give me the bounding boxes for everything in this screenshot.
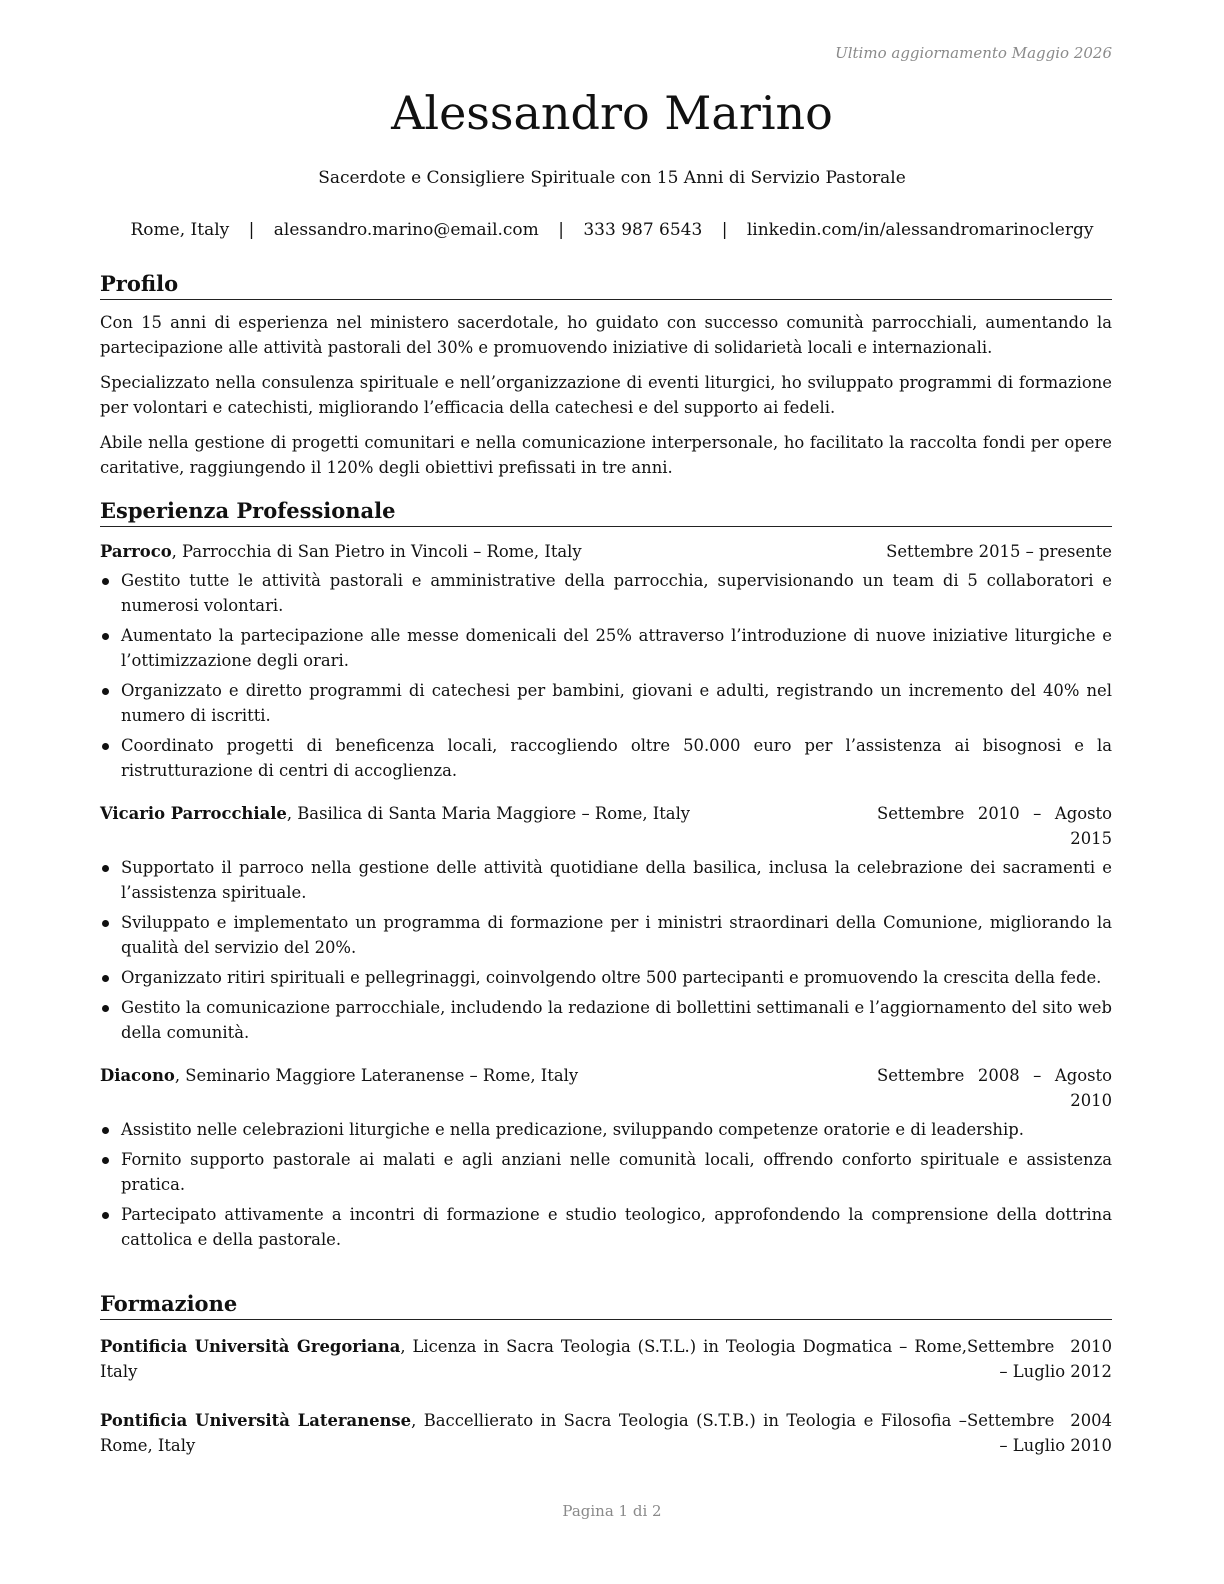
candidate-name: Alessandro Marino xyxy=(391,86,833,140)
list-item: Supportato il parroco nella gestione delle attività quotidiane della basilica, inclusa la celebrazione dei sacramenti e l’assistenza spirituale. xyxy=(100,855,1112,905)
education-section xyxy=(100,1290,1112,1458)
job-org: , Parrocchia di San Pietro in Vincoli – Rome, Italy xyxy=(171,542,582,561)
list-item: Assistito nelle celebrazioni liturgiche e nella predicazione, sviluppando competenze oratorie e di leadership. xyxy=(100,1117,1112,1142)
job-role: Diacono xyxy=(100,1066,175,1085)
experience-section xyxy=(100,497,1112,1257)
education-dates: Settembre 2010 – Luglio 2012 xyxy=(967,1337,1112,1381)
profile-section xyxy=(100,270,1112,480)
section-title-experience: Esperienza Professionale xyxy=(100,497,1112,527)
bullet-dot xyxy=(102,1212,109,1219)
list-item: Gestito tutte le attività pastorali e amministrative della parrocchia, supervisionando un team di 5 collaboratori e numerosi volontari. xyxy=(100,568,1112,618)
list-item: Fornito supporto pastorale ai malati e agli anziani nelle comunità locali, offrendo conforto spirituale e assistenza pratica. xyxy=(100,1147,1112,1197)
separator: | xyxy=(248,220,255,240)
list-item: Organizzato ritiri spirituali e pellegrinaggi, coinvolgendo oltre 500 partecipanti e promuovendo la crescita della fede. xyxy=(100,965,1112,990)
location: Rome, Italy xyxy=(130,220,230,240)
list-item: Gestito la comunicazione parrocchiale, includendo la redazione di bollettini settimanali e l’aggiornamento del sito web della comunità. xyxy=(100,995,1112,1045)
bullet-dot xyxy=(102,1127,109,1134)
job-entry xyxy=(100,801,1112,1045)
bullet-dot xyxy=(102,1005,109,1012)
degree: , Baccellierato in Sacra Teologia (S.T.B.) in Teologia e Filosofia – Rome, Italy xyxy=(100,1411,967,1455)
job-org: , Basilica di Santa Maria Maggiore – Rome, Italy xyxy=(286,804,691,823)
education-dates: Settembre 2004 – Luglio 2010 xyxy=(967,1411,1112,1455)
list-item: Organizzato e diretto programmi di catechesi per bambini, giovani e adulti, registrando un incremento del 40% nel numero di iscritti. xyxy=(100,678,1112,728)
bullet-dot xyxy=(102,920,109,927)
separator: | xyxy=(558,220,564,240)
profile-paragraph: Con 15 anni di esperienza nel ministero sacerdotale, ho guidato con successo comunità parrocchiali, aumentando la partecipazione alle attività pastorali del 30% e promuovendo iniziative di solidarietà locali e internazionali. xyxy=(100,313,1112,357)
job-org: , Seminario Maggiore Lateranense – Rome, Italy xyxy=(174,1066,579,1085)
bullet-dot xyxy=(102,975,109,982)
degree: , Licenza in Sacra Teologia (S.T.L.) in Teologia Dogmatica – Rome, Italy xyxy=(100,1337,967,1381)
bullet-dot xyxy=(102,578,109,585)
job-dates: Settembre 2015 – presente xyxy=(886,542,1112,561)
linkedin-link[interactable]: linkedin.com/in/alessandromarinoclergy xyxy=(746,220,1094,240)
school-name: Pontificia Università Lateranense xyxy=(100,1411,412,1430)
list-item: Partecipato attivamente a incontri di formazione e studio teologico, approfondendo la comprensione della dottrina cattolica e della pastorale. xyxy=(100,1202,1112,1252)
bullet-dot xyxy=(102,743,109,750)
list-item: Sviluppato e implementato un programma di formazione per i ministri straordinari della Comunione, migliorando la qualità del servizio del 20%. xyxy=(100,910,1112,960)
education-entry xyxy=(100,1408,1112,1458)
separator: | xyxy=(721,220,728,240)
section-title-profile: Profilo xyxy=(100,270,1112,300)
education-entry xyxy=(100,1334,1112,1384)
contact-line xyxy=(0,220,1224,240)
last-updated: Ultimo aggiornamento Maggio 2026 xyxy=(835,44,1112,62)
job-dates: Settembre 2010 – Agosto 2015 xyxy=(877,804,1112,848)
job-entry xyxy=(100,539,1112,783)
profile-paragraph: Abile nella gestione di progetti comunitari e nella comunicazione interpersonale, ho facilitato la raccolta fondi per opere caritative, raggiungendo il 120% degli obiettivi prefissati in tre anni. xyxy=(100,433,1112,477)
school-name: Pontificia Università Gregoriana xyxy=(100,1337,401,1356)
job-dates: Settembre 2008 – Agosto 2010 xyxy=(877,1066,1112,1110)
bullet-dot xyxy=(102,688,109,695)
bullet-dot xyxy=(102,1157,109,1164)
profile-paragraph: Specializzato nella consulenza spirituale e nell’organizzazione di eventi liturgici, ho sviluppato programmi di formazione per volontari e catechisti, migliorando l’efficacia della catechesi e del supporto ai fedeli. xyxy=(100,373,1112,417)
bullet-dot xyxy=(102,865,109,872)
section-title-education: Formazione xyxy=(100,1290,1112,1320)
headline: Sacerdote e Consigliere Spirituale con 15 Anni di Servizio Pastorale xyxy=(318,168,906,188)
job-role: Parroco xyxy=(100,542,172,561)
page-number: Pagina 1 di 2 xyxy=(562,1502,662,1520)
phone: 333 987 6543 xyxy=(583,220,703,240)
list-item: Aumentato la partecipazione alle messe domenicali del 25% attraverso l’introduzione di nuove iniziative liturgiche e l’ottimizzazione degli orari. xyxy=(100,623,1112,673)
job-entry xyxy=(100,1063,1112,1252)
list-item: Coordinato progetti di beneficenza locali, raccogliendo oltre 50.000 euro per l’assistenza ai bisognosi e la ristrutturazione di centri di accoglienza. xyxy=(100,733,1112,783)
job-role: Vicario Parrocchiale xyxy=(100,804,287,823)
bullet-dot xyxy=(102,633,109,640)
email-link[interactable]: alessandro.marino@email.com xyxy=(273,220,539,240)
